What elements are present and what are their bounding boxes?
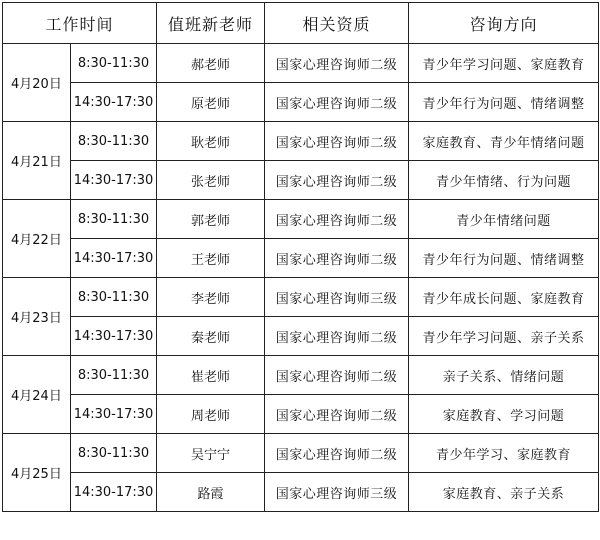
time-cell: 14:30-17:30 bbox=[71, 317, 157, 356]
direction-cell: 青少年学习问题、家庭教育 bbox=[409, 44, 599, 83]
time-cell: 8:30-11:30 bbox=[71, 356, 157, 395]
time-cell: 14:30-17:30 bbox=[71, 473, 157, 512]
direction-cell: 青少年成长问题、家庭教育 bbox=[409, 278, 599, 317]
teacher-cell: 郭老师 bbox=[157, 200, 265, 239]
date-cell: 4月22日 bbox=[3, 200, 71, 278]
teacher-cell: 李老师 bbox=[157, 278, 265, 317]
table-row bbox=[3, 356, 599, 395]
date-cell: 4月24日 bbox=[3, 356, 71, 434]
teacher-cell: 王老师 bbox=[157, 239, 265, 278]
date-cell: 4月23日 bbox=[3, 278, 71, 356]
time-cell: 14:30-17:30 bbox=[71, 83, 157, 122]
teacher-cell: 路霞 bbox=[157, 473, 265, 512]
direction-cell: 青少年行为问题、情绪调整 bbox=[409, 239, 599, 278]
qualification-cell: 国家心理咨询师二级 bbox=[265, 434, 409, 473]
table-row bbox=[3, 200, 599, 239]
qualification-cell: 国家心理咨询师二级 bbox=[265, 317, 409, 356]
direction-cell: 青少年学习问题、亲子关系 bbox=[409, 317, 599, 356]
time-cell: 14:30-17:30 bbox=[71, 239, 157, 278]
qualification-cell: 国家心理咨询师二级 bbox=[265, 239, 409, 278]
teacher-cell: 郝老师 bbox=[157, 44, 265, 83]
table-row bbox=[3, 434, 599, 473]
direction-cell: 家庭教育、亲子关系 bbox=[409, 473, 599, 512]
duty-schedule-table bbox=[2, 2, 599, 512]
teacher-cell: 吴宁宁 bbox=[157, 434, 265, 473]
header-work-time: 工作时间 bbox=[3, 3, 157, 44]
qualification-cell: 国家心理咨询师二级 bbox=[265, 83, 409, 122]
time-cell: 14:30-17:30 bbox=[71, 161, 157, 200]
direction-cell: 亲子关系、情绪问题 bbox=[409, 356, 599, 395]
date-cell: 4月25日 bbox=[3, 434, 71, 512]
schedule-body bbox=[3, 44, 599, 512]
teacher-cell: 原老师 bbox=[157, 83, 265, 122]
qualification-cell: 国家心理咨询师二级 bbox=[265, 161, 409, 200]
table-row bbox=[3, 395, 599, 434]
table-row bbox=[3, 473, 599, 512]
direction-cell: 青少年情绪、行为问题 bbox=[409, 161, 599, 200]
qualification-cell: 国家心理咨询师三级 bbox=[265, 278, 409, 317]
qualification-cell: 国家心理咨询师二级 bbox=[265, 44, 409, 83]
direction-cell: 青少年情绪问题 bbox=[409, 200, 599, 239]
qualification-cell: 国家心理咨询师二级 bbox=[265, 395, 409, 434]
qualification-cell: 国家心理咨询师三级 bbox=[265, 473, 409, 512]
table-row bbox=[3, 44, 599, 83]
teacher-cell: 张老师 bbox=[157, 161, 265, 200]
qualification-cell: 国家心理咨询师二级 bbox=[265, 356, 409, 395]
table-row bbox=[3, 278, 599, 317]
time-cell: 8:30-11:30 bbox=[71, 200, 157, 239]
time-cell: 8:30-11:30 bbox=[71, 434, 157, 473]
date-cell: 4月21日 bbox=[3, 122, 71, 200]
time-cell: 14:30-17:30 bbox=[71, 395, 157, 434]
teacher-cell: 周老师 bbox=[157, 395, 265, 434]
time-cell: 8:30-11:30 bbox=[71, 122, 157, 161]
header-direction: 咨询方向 bbox=[409, 3, 599, 44]
header-qualification: 相关资质 bbox=[265, 3, 409, 44]
table-row bbox=[3, 83, 599, 122]
direction-cell: 家庭教育、青少年情绪问题 bbox=[409, 122, 599, 161]
direction-cell: 青少年学习、家庭教育 bbox=[409, 434, 599, 473]
teacher-cell: 耿老师 bbox=[157, 122, 265, 161]
qualification-cell: 国家心理咨询师二级 bbox=[265, 122, 409, 161]
date-cell: 4月20日 bbox=[3, 44, 71, 122]
table-row bbox=[3, 317, 599, 356]
time-cell: 8:30-11:30 bbox=[71, 278, 157, 317]
table-row bbox=[3, 161, 599, 200]
teacher-cell: 崔老师 bbox=[157, 356, 265, 395]
table-row bbox=[3, 122, 599, 161]
direction-cell: 家庭教育、学习问题 bbox=[409, 395, 599, 434]
direction-cell: 青少年行为问题、情绪调整 bbox=[409, 83, 599, 122]
table-row bbox=[3, 239, 599, 278]
qualification-cell: 国家心理咨询师二级 bbox=[265, 200, 409, 239]
header-row bbox=[3, 3, 599, 44]
teacher-cell: 秦老师 bbox=[157, 317, 265, 356]
time-cell: 8:30-11:30 bbox=[71, 44, 157, 83]
header-teacher: 值班新老师 bbox=[157, 3, 265, 44]
